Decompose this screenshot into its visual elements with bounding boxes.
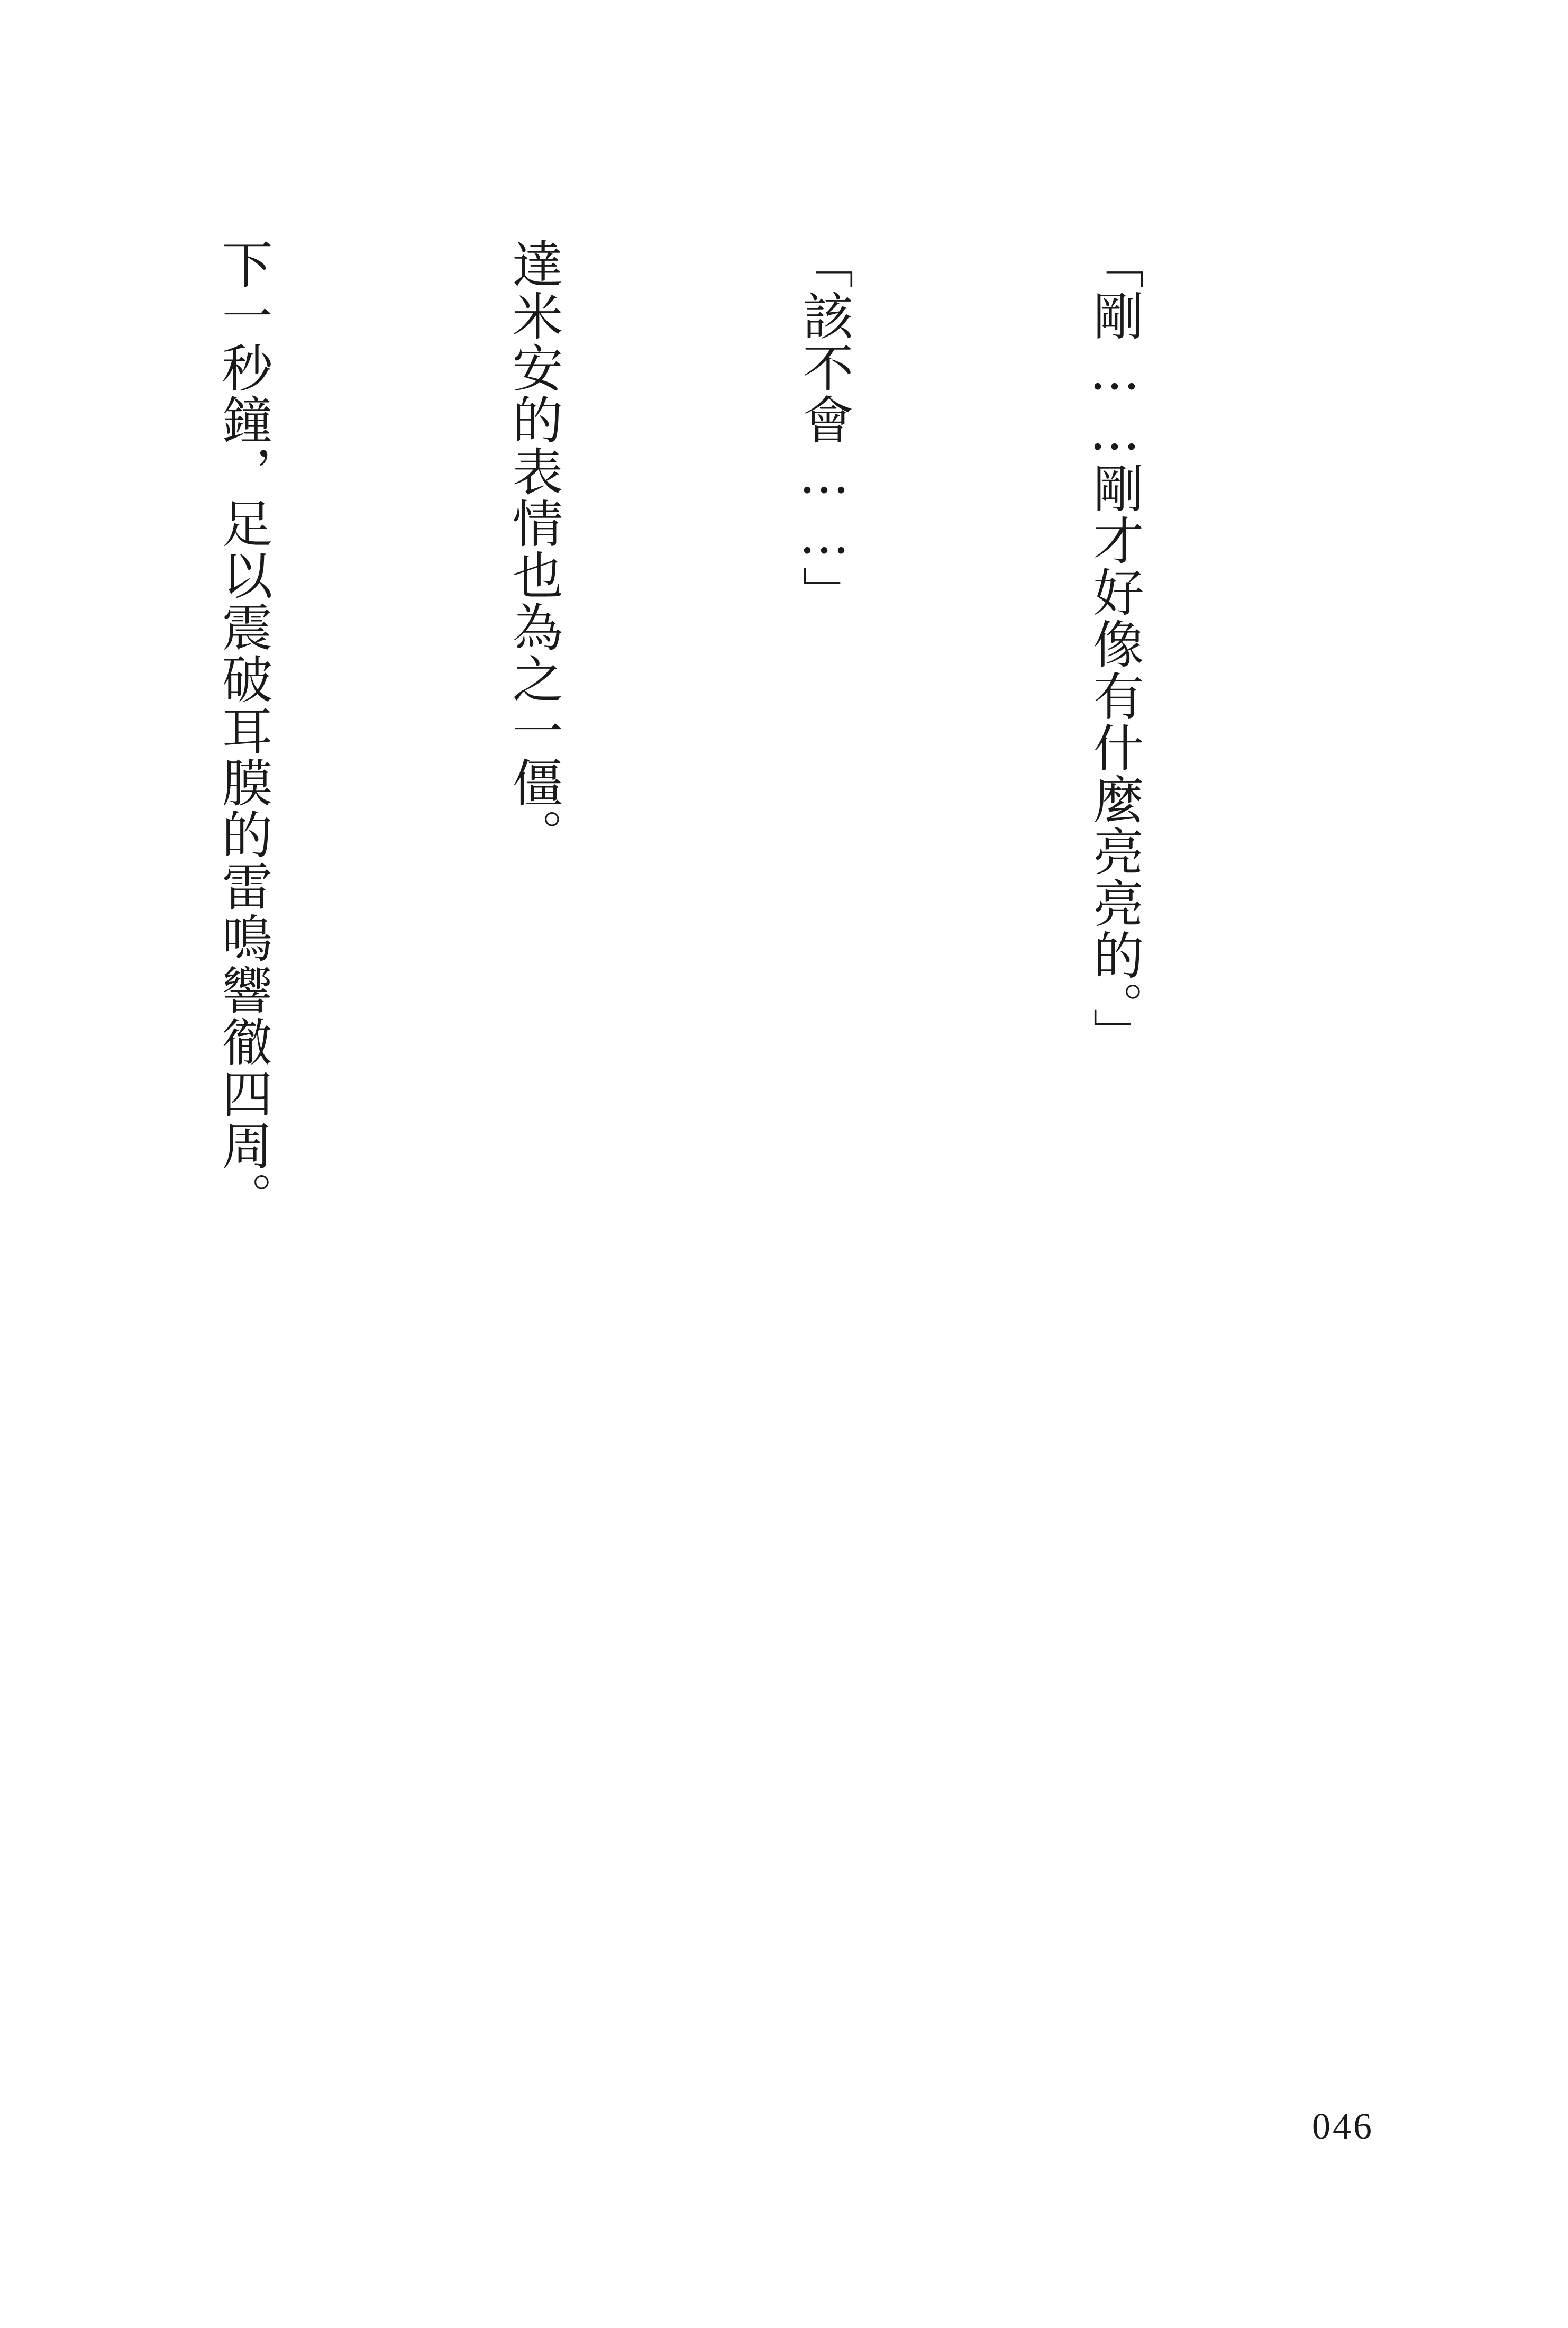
- paragraph: 「該不會……」: [795, 238, 854, 618]
- page-number: 046: [1312, 2106, 1374, 2147]
- paragraph: 下一秒鐘，足以震破耳膜的雷鳴響徹四周。: [214, 238, 273, 1223]
- paragraph: 「剛……剛才好像有什麼亮亮的。」: [1085, 238, 1144, 1059]
- paragraph: [0, 238, 1, 1984]
- paragraph: 達米安的表情也為之一僵。: [504, 238, 563, 860]
- body-text: [0, 238, 1356, 1984]
